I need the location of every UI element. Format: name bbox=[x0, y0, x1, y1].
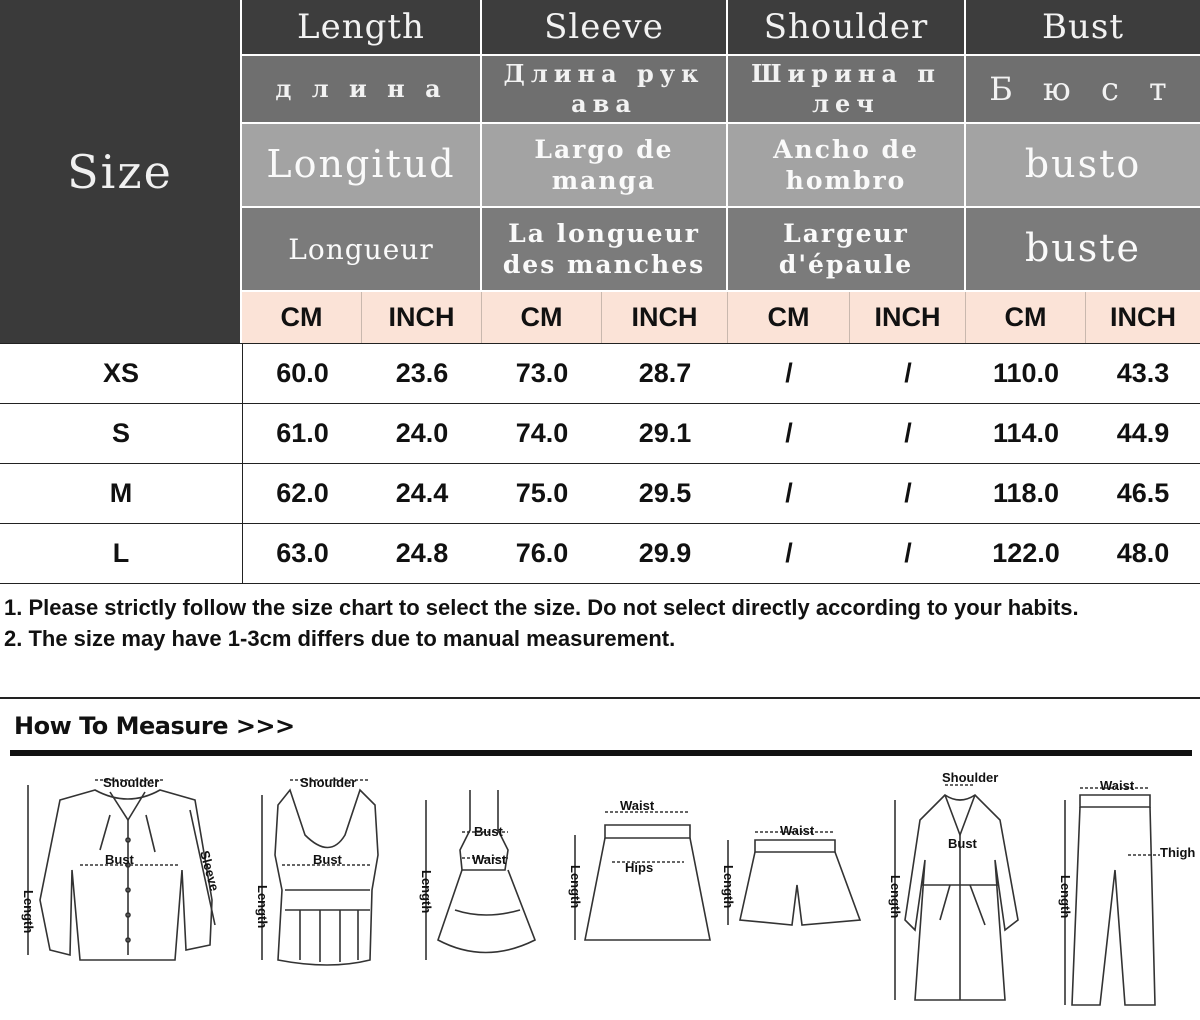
label-bust: Bust bbox=[313, 852, 342, 867]
label-sleeve: Sleeve bbox=[197, 848, 223, 893]
label-shoulder: Shoulder bbox=[103, 775, 160, 790]
length-header-fr: Longueur bbox=[242, 208, 482, 292]
unit-cm: CM bbox=[482, 292, 602, 343]
pants-illustration bbox=[1065, 788, 1160, 1005]
label-hips: Hips bbox=[625, 860, 654, 875]
bust-header-es: busto bbox=[966, 124, 1200, 208]
value-cell: 44.9 bbox=[1116, 418, 1170, 448]
table-row bbox=[0, 524, 1200, 584]
value-cell: 73.0 bbox=[515, 358, 569, 388]
label-length: Length bbox=[419, 870, 434, 914]
value-cell: 24.4 bbox=[395, 478, 449, 508]
label-length: Length bbox=[721, 865, 736, 909]
value-cell: / bbox=[904, 358, 912, 388]
shoulder-header-en: Shoulder bbox=[728, 0, 966, 56]
label-thigh: Thigh bbox=[1160, 845, 1196, 860]
value-cell: / bbox=[785, 418, 793, 448]
value-cell: 46.5 bbox=[1116, 478, 1170, 508]
value-cell: 118.0 bbox=[992, 478, 1060, 508]
unit-inch: INCH bbox=[602, 292, 728, 343]
value-cell: 60.0 bbox=[242, 344, 362, 403]
note-1: 1. Please strictly follow the size chart to select the size. Do not select directly according to your habits. bbox=[4, 595, 1079, 620]
size-header: Size bbox=[0, 0, 240, 343]
shoulder-header-ru: Ширина п леч bbox=[728, 56, 966, 124]
label-waist: Waist bbox=[1100, 778, 1135, 793]
unit-inch: INCH bbox=[362, 292, 482, 343]
length-header-ru: д л и н а bbox=[242, 56, 482, 124]
value-cell: 122.0 bbox=[992, 538, 1060, 568]
value-cell: 29.1 bbox=[638, 418, 692, 448]
label-shoulder: Shoulder bbox=[300, 775, 357, 790]
measure-labels bbox=[21, 770, 1195, 933]
size-cell: XS bbox=[102, 358, 140, 388]
value-cell: 23.6 bbox=[395, 358, 449, 388]
label-bust: Bust bbox=[474, 824, 503, 839]
shorts-illustration bbox=[728, 832, 860, 925]
size-cell: M bbox=[109, 478, 133, 508]
how-to-measure-title: How To Measure >>> bbox=[14, 712, 295, 740]
size-table-body bbox=[0, 343, 1200, 584]
divider bbox=[10, 750, 1192, 756]
value-cell: 74.0 bbox=[515, 418, 569, 448]
value-cell: 29.5 bbox=[638, 478, 692, 508]
value-cell: / bbox=[904, 538, 912, 568]
label-bust: Bust bbox=[105, 852, 134, 867]
blouse-illustration bbox=[28, 780, 215, 960]
value-cell: / bbox=[904, 418, 912, 448]
unit-inch: INCH bbox=[850, 292, 966, 343]
divider bbox=[0, 697, 1200, 699]
value-cell: 114.0 bbox=[992, 418, 1060, 448]
size-notes bbox=[4, 592, 1194, 654]
bust-header-ru: Б ю с т bbox=[966, 56, 1200, 124]
length-header-es: Longitud bbox=[242, 124, 482, 208]
unit-cm: CM bbox=[728, 292, 850, 343]
unit-inch: INCH bbox=[1086, 292, 1200, 343]
value-cell: 24.8 bbox=[395, 538, 449, 568]
value-cell: 43.3 bbox=[1116, 358, 1170, 388]
sleeve-header-ru: Длина рук ава bbox=[482, 56, 728, 124]
label-bust: Bust bbox=[948, 836, 977, 851]
table-row bbox=[0, 343, 1200, 404]
vest-illustration bbox=[262, 780, 378, 965]
value-cell: / bbox=[785, 478, 793, 508]
label-waist: Waist bbox=[472, 852, 507, 867]
table-row bbox=[0, 464, 1200, 524]
value-cell: 75.0 bbox=[515, 478, 569, 508]
unit-cm: CM bbox=[966, 292, 1086, 343]
value-cell: 63.0 bbox=[242, 524, 362, 583]
value-cell: / bbox=[785, 538, 793, 568]
coat-illustration bbox=[895, 785, 1018, 1000]
sleeve-header-fr: La longueur des manches bbox=[482, 208, 728, 292]
label-length: Length bbox=[21, 890, 36, 934]
label-length: Length bbox=[1058, 875, 1073, 919]
note-2: 2. The size may have 1-3cm differs due to manual measurement. bbox=[4, 626, 676, 651]
value-cell: 48.0 bbox=[1116, 538, 1170, 568]
bust-header-fr: buste bbox=[966, 208, 1200, 292]
dress-illustration bbox=[426, 790, 535, 960]
label-length: Length bbox=[568, 865, 583, 909]
label-length: Length bbox=[888, 875, 903, 919]
measure-illustrations bbox=[0, 760, 1200, 1020]
length-header-en: Length bbox=[242, 0, 482, 56]
label-waist: Waist bbox=[780, 823, 815, 838]
value-cell: / bbox=[904, 478, 912, 508]
value-cell: 61.0 bbox=[242, 404, 362, 463]
unit-cm: CM bbox=[242, 292, 362, 343]
label-length: Length bbox=[255, 885, 270, 929]
value-cell: 110.0 bbox=[992, 358, 1060, 388]
value-cell: 62.0 bbox=[242, 464, 362, 523]
value-cell: 76.0 bbox=[515, 538, 569, 568]
shoulder-header-es: Ancho de hombro bbox=[728, 124, 966, 208]
sleeve-header-es: Largo de manga bbox=[482, 124, 728, 208]
sleeve-header-en: Sleeve bbox=[482, 0, 728, 56]
value-cell: / bbox=[785, 358, 793, 388]
label-waist: Waist bbox=[620, 798, 655, 813]
skirt-illustration bbox=[575, 812, 710, 940]
value-cell: 29.9 bbox=[638, 538, 692, 568]
table-row bbox=[0, 404, 1200, 464]
label-shoulder: Shoulder bbox=[942, 770, 999, 785]
shoulder-header-fr: Largeur d'épaule bbox=[728, 208, 966, 292]
size-cell: S bbox=[111, 418, 130, 448]
size-cell: L bbox=[112, 538, 130, 568]
bust-header-en: Bust bbox=[966, 0, 1200, 56]
value-cell: 24.0 bbox=[395, 418, 449, 448]
value-cell: 28.7 bbox=[638, 358, 692, 388]
